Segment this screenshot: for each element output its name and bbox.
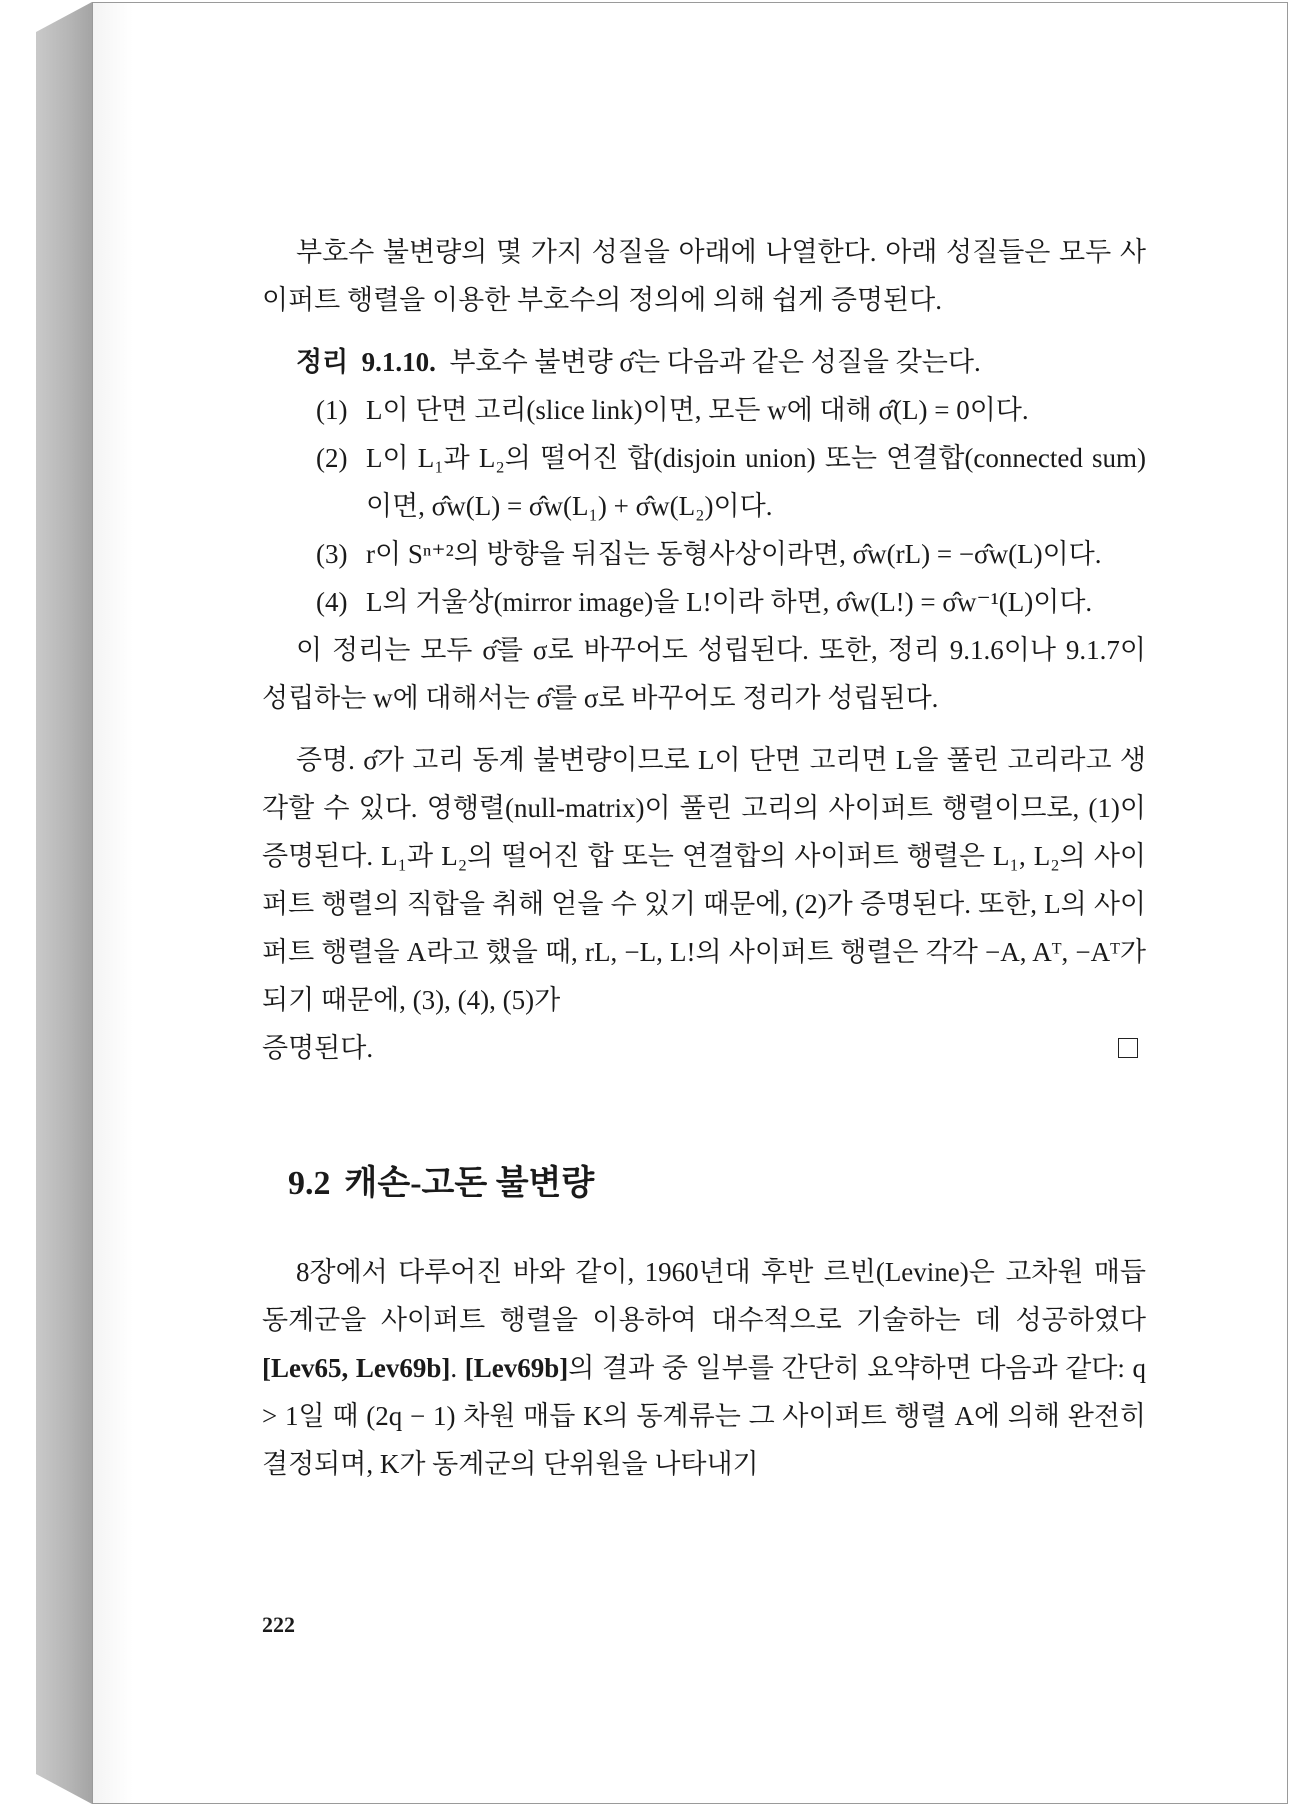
item-text: L이 L₁과 L₂의 떨어진 합(disjoin union) 또는 연결합(connected sum)이면, σ̂w(L) = σ̂w(L₁) + σ̂w(L₂)이다. [366,443,1146,521]
citation: [Lev65, Lev69b] [262,1353,451,1383]
proof-paragraph: 증명. σ̂가 고리 동계 불변량이므로 L이 단면 고리면 L을 풀린 고리라고 생각할 수 있다. 영행렬(null-matrix)이 풀린 고리의 사이퍼트 행렬이므로, (1)이 증명된다. L₁과 L₂의 떨어진 합 또는 연결합의 사이퍼트 행렬은 L₁, L₂의 사이퍼트 행렬의 직합을 취해 얻을 수 있기 때문에, (2)가 증명된다. 또한, L의 사이퍼트 행렬을 A라고 했을 때, rL, −L, L!의 사이퍼트 행렬은 각각 −A, Aᵀ, −Aᵀ가 되기 때문에, (3), (4), (5)가 [262,745,1146,1015]
theorem-label: 정리 [296,347,349,377]
proof-end-line [262,1024,1146,1072]
theorem-item [316,434,1146,530]
section-title: 캐손-고돈 불변량 [344,1165,595,1202]
item-text: r이 Sⁿ⁺²의 방향을 뒤집는 동형사상이라면, σ̂w(rL) = −σ̂w(L)이다. [366,539,1102,569]
theorem-item [316,386,1146,434]
theorem-item [316,530,1146,578]
item-number: (4) [316,587,348,617]
theorem-item [316,578,1146,626]
proof-last-line: 증명된다. [262,1033,374,1063]
intro-paragraph: 부호수 불변량의 몇 가지 성질을 아래에 나열한다. 아래 성질들은 모두 사이퍼트 행렬을 이용한 부호수의 정의에 의해 쉽게 증명된다. [262,237,1146,315]
theorem-number: 9.1.10. [361,347,436,377]
section-paragraph [262,1248,1146,1488]
item-text: L이 단면 고리(slice link)이면, 모든 w에 대해 σ̂(L) = 0이다. [366,395,1029,425]
citation: [Lev69b] [464,1353,569,1383]
page-content [262,228,1146,1488]
section-paragraph-part3: 의 결과 중 일부를 간단히 요약하면 다음과 같다: q > 1일 때 (2q − 1) 차원 매듭 K의 동계류는 그 사이퍼트 행렬 A에 의해 완전히 결정되며, K가 동계군의 단위원을 나타내기 [262,1353,1147,1479]
item-number: (3) [316,539,348,569]
item-text: L의 거울상(mirror image)을 L!이라 하면, σ̂w(L!) = σ̂w⁻¹(L)이다. [366,587,1093,617]
section-paragraph-part2: . [450,1353,465,1383]
theorem-heading [296,338,1146,386]
page-number: 222 [262,1612,295,1637]
book-spine [36,2,92,1804]
item-number: (1) [316,395,348,425]
section-heading [288,1160,1146,1208]
qed-box-icon [1118,1038,1138,1058]
remark-paragraph: 이 정리는 모두 σ̂를 σ로 바꾸어도 성립된다. 또한, 정리 9.1.6이나 9.1.7이 성립하는 w에 대해서는 σ̂를 σ로 바꾸어도 정리가 성립된다. [262,635,1146,713]
section-paragraph-part1: 8장에서 다루어진 바와 같이, 1960년대 후반 르빈(Levine)은 고차원 매듭 동계군을 사이퍼트 행렬을 이용하여 대수적으로 기술하는 데 성공하였다 [262,1257,1146,1335]
section-number: 9.2 [288,1165,331,1202]
item-number: (2) [316,443,348,473]
theorem-statement: 부호수 불변량 σ̂는 다음과 같은 성질을 갖는다. [449,347,981,377]
